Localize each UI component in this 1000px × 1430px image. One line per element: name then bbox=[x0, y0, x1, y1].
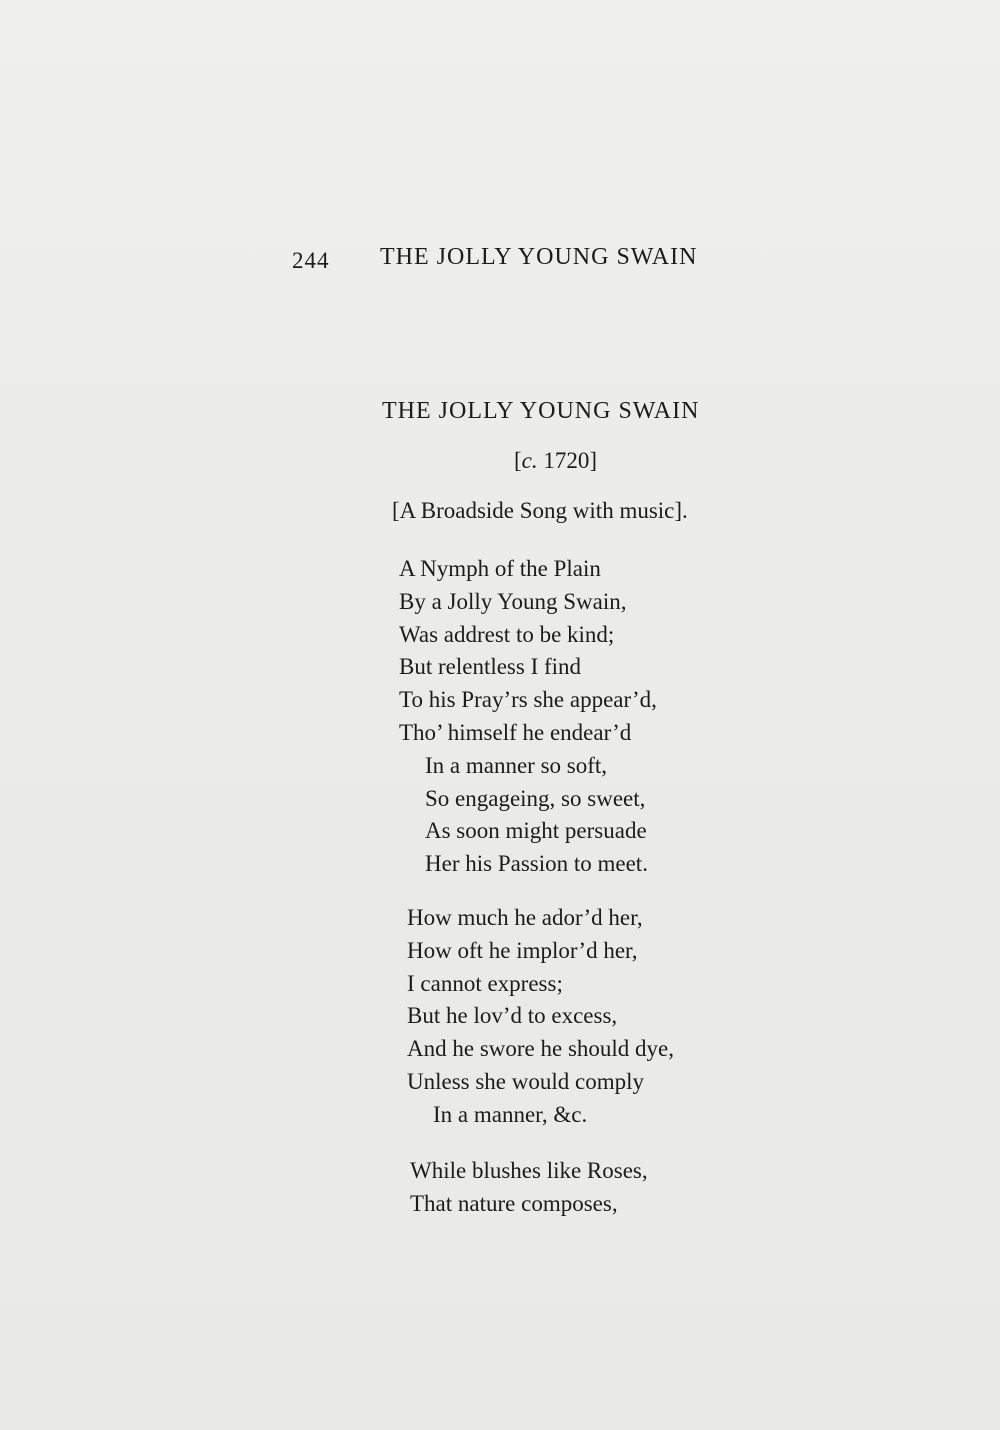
stanza bbox=[407, 902, 674, 1132]
date-year: 1720 bbox=[543, 448, 590, 473]
verse-line: How much he ador’d her, bbox=[407, 905, 643, 930]
verse-line: Was addrest to be kind; bbox=[399, 621, 615, 647]
date-circa: c. bbox=[521, 448, 538, 473]
refrain-line: Her his Passion to meet. bbox=[425, 851, 648, 877]
stanza bbox=[410, 1155, 648, 1221]
verse-line: And he swore he should dye, bbox=[407, 1036, 675, 1062]
page-number: 244 bbox=[292, 248, 330, 273]
refrain-line: As soon might persuade bbox=[425, 818, 647, 844]
verse-line: How oft he implor’d her, bbox=[407, 937, 638, 963]
poem-title: THE JOLLY YOUNG SWAIN bbox=[382, 398, 700, 424]
poem-date: [c. 1720] bbox=[514, 448, 598, 473]
verse-line: A Nymph of the Plain bbox=[399, 556, 601, 581]
source-note: [A Broadside Song with music]. bbox=[392, 498, 688, 523]
verse-line: I cannot express; bbox=[407, 970, 563, 996]
verse-line: Unless she would comply bbox=[407, 1068, 645, 1094]
verse-line: Tho’ himself he endear’d bbox=[399, 719, 632, 745]
stanza bbox=[399, 553, 657, 881]
verse-line: But relentless I find bbox=[399, 654, 582, 680]
refrain-line: In a manner so soft, bbox=[425, 752, 608, 778]
verse-line: By a Jolly Young Swain, bbox=[399, 588, 627, 614]
verse-line: While blushes like Roses, bbox=[410, 1158, 648, 1183]
refrain-line: In a manner, &c. bbox=[433, 1101, 588, 1127]
refrain-line: So engageing, so sweet, bbox=[425, 785, 646, 811]
verse-line: To his Pray’rs she appear’d, bbox=[399, 687, 657, 713]
verse-line: But he lov’d to excess, bbox=[407, 1003, 618, 1029]
running-head-title: THE JOLLY YOUNG SWAIN bbox=[380, 244, 698, 270]
verse-line: That nature composes, bbox=[410, 1190, 618, 1216]
